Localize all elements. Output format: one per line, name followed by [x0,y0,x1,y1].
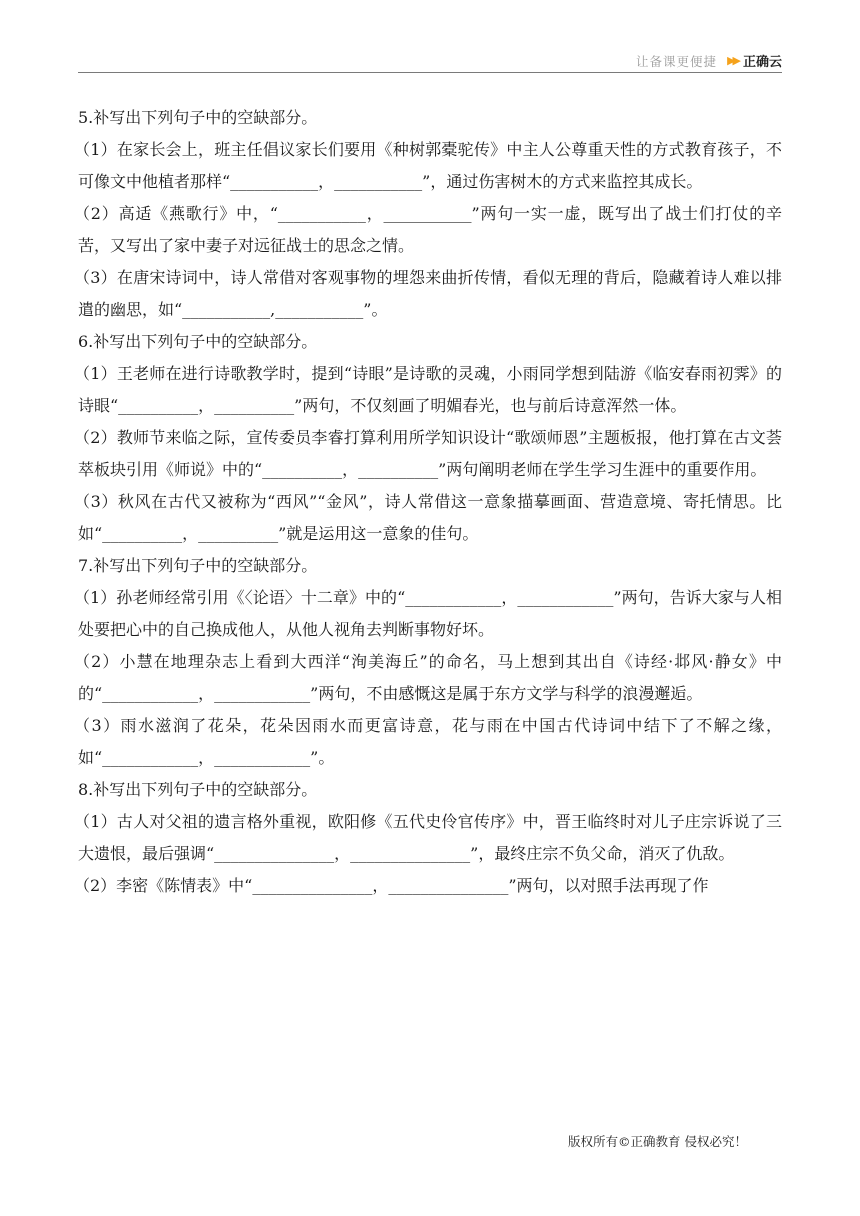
header-slogan: 让备课更便捷 [636,53,718,69]
question-6-title: 6.补写出下列句子中的空缺部分。 [78,332,318,351]
question-7-item-3: （3）雨水滋润了花朵，花朵因雨水而更富诗意，花与雨在中国古代诗词中结下了不解之缘，如“____________，____________”。 [74,716,782,767]
brand-name: 正确云 [742,55,782,70]
question-8-title: 8.补写出下列句子中的空缺部分。 [78,780,318,799]
question-5-title: 5.补写出下列句子中的空缺部分。 [78,108,318,127]
question-5-item-3: （3）在唐宋诗词中，诗人常借对客观事物的埋怨来曲折传情，看似无理的背后，隐藏着诗人难以排遣的幽思，如“___________,___________”。 [74,268,782,319]
question-5-item-2: （2）高适《燕歌行》中，“___________，___________”两句一实一虚，既写出了战士们打仗的辛苦，又写出了家中妻子对远征战士的思念之情。 [74,204,782,255]
page-header [78,50,782,73]
question-5-item-1: （1）在家长会上，班主任倡议家长们要用《种树郭橐驼传》中主人公尊重天性的方式教育孩子，不可像文中他植者那样“___________，___________”，通过伤害树木的方式来监控其成长。 [74,140,782,191]
document-body [74,102,782,902]
question-7-title: 7.补写出下列句子中的空缺部分。 [78,556,318,575]
question-7-item-1: （1）孙老师经常引用《〈论语〉十二章》中的“____________，____________”两句，告诉大家与人相处要把心中的自己换成他人，从他人视角去判断事物好坏。 [74,588,782,639]
question-6-item-3: （3）秋风在古代又被称为“西风”“金风”，诗人常借这一意象描摹画面、营造意境、寄托情思。比如“__________，__________”就是运用这一意象的佳句。 [74,492,782,543]
question-6-item-1: （1）王老师在进行诗歌教学时，提到“诗眼”是诗歌的灵魂，小雨同学想到陆游《临安春雨初霁》的诗眼“__________，__________”两句，不仅刻画了明媚春光，也与前后诗意浑然一体。 [74,364,782,415]
fast-forward-icon: ▶▶ [727,54,738,67]
copyright-footer: 版权所有©正确教育 侵权必究！ [568,1134,747,1149]
header-brand [636,51,782,70]
question-7-item-2: （2）小慧在地理杂志上看到大西洋“洵美海丘”的命名，马上想到其出自《诗经·邶风·静女》中的“____________，____________”两句，不由感慨这是属于东方文学与科学的浪漫邂逅。 [74,652,782,703]
question-8-item-2: （2）李密《陈情表》中“_______________，_______________”两句，以对照手法再现了作 [74,876,709,895]
question-8-item-1: （1）古人对父祖的遗言格外重视，欧阳修《五代史伶官传序》中，晋王临终时对儿子庄宗诉说了三大遗恨，最后强调“_______________，_______________”，最终庄宗不负父命，消灭了仇敌。 [74,812,782,863]
question-6-item-2: （2）教师节来临之际，宣传委员李睿打算利用所学知识设计“歌颂师恩”主题板报，他打算在古文荟萃板块引用《师说》中的“__________，__________”两句阐明老师在学生学习生涯中的重要作用。 [74,428,782,479]
